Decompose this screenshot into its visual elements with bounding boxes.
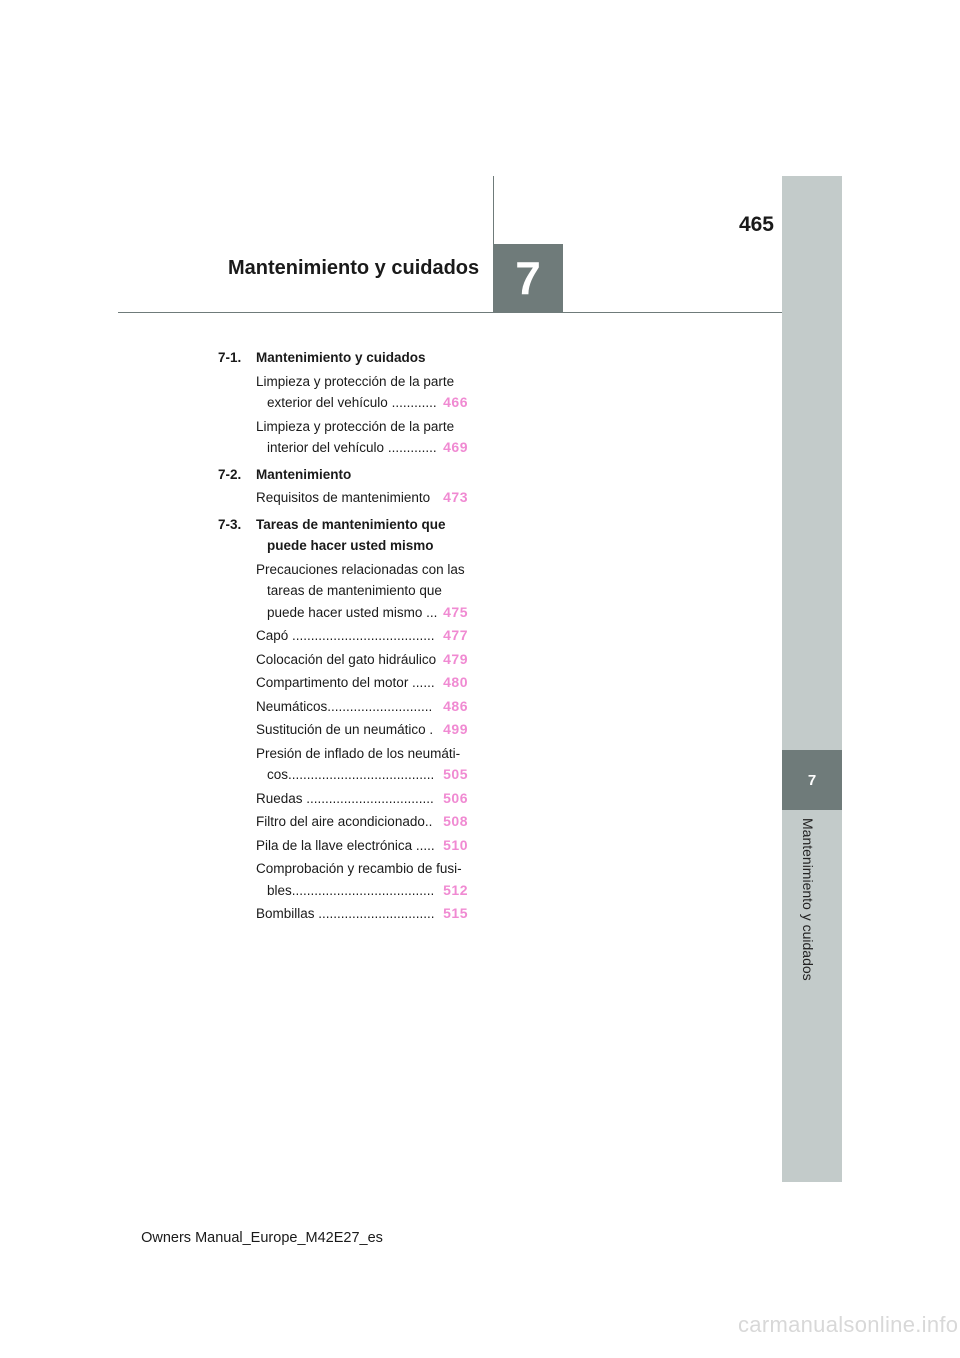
toc-entry[interactable] [256, 416, 468, 459]
toc-page-link[interactable]: 475 [443, 603, 468, 620]
toc-entry-text: puede hacer usted mismo ... [267, 604, 438, 620]
toc-section-heading [218, 464, 468, 486]
toc-entry[interactable] [256, 625, 468, 647]
toc-entry-text: Sustitución de un neumático . [256, 722, 434, 737]
toc-entry[interactable] [256, 811, 468, 833]
toc-page-link[interactable]: 505 [443, 766, 468, 782]
toc-entry-text: Filtro del aire acondicionado.. [256, 814, 433, 829]
toc-entry-text: Compartimento del motor ...... [256, 675, 435, 690]
toc-entry[interactable] [256, 487, 468, 509]
toc-entry-text: Colocación del gato hidráulico [256, 651, 437, 667]
toc-entry[interactable] [256, 696, 468, 718]
toc-section-title: puede hacer usted mismo [267, 538, 434, 553]
toc-section-title: Mantenimiento y cuidados [256, 350, 426, 365]
toc-page-link[interactable]: 486 [443, 697, 468, 714]
toc-entry-text: Precauciones relacionadas con las [256, 561, 465, 577]
toc-section-number: 7-3. [218, 516, 242, 532]
toc-entry[interactable] [256, 835, 468, 857]
toc-entry[interactable] [256, 858, 468, 901]
toc-section-heading [218, 347, 468, 369]
header-vertical-rule [493, 176, 494, 244]
toc-entry-text: exterior del vehículo ............ [267, 395, 437, 410]
toc-entry[interactable] [256, 672, 468, 694]
toc-entry[interactable] [256, 719, 468, 741]
toc-entry[interactable] [256, 371, 468, 414]
side-tab [782, 176, 842, 1182]
toc-page-link[interactable]: 508 [443, 813, 468, 829]
toc-page-link[interactable]: 466 [443, 394, 468, 410]
toc-page-link[interactable]: 473 [443, 489, 468, 505]
toc-section-heading [218, 514, 468, 557]
toc-page-link[interactable]: 480 [443, 674, 468, 690]
toc-section-title: Tareas de mantenimiento que [256, 516, 446, 532]
toc-entry-text: Limpieza y protección de la parte [256, 373, 455, 389]
toc-entry-text: Capó ...................................... [256, 628, 435, 643]
toc-page-link[interactable]: 477 [443, 627, 468, 643]
toc-entry-text: Requisitos de mantenimiento [256, 490, 431, 505]
toc-entry-text: cos....................................... [267, 767, 435, 782]
toc-entry-text: Presión de inflado de los neumáti- [256, 745, 461, 761]
toc-page-link[interactable]: 499 [443, 721, 468, 737]
toc-entry-text: interior del vehículo ............. [267, 440, 437, 455]
toc-entry-text: tareas de mantenimiento que [267, 583, 442, 598]
toc-entry-text: Pila de la llave electrónica ..... [256, 837, 435, 853]
toc-page-link[interactable]: 515 [443, 905, 468, 921]
watermark: carmanualsonline.info [738, 1312, 959, 1337]
toc-entry-text: bles...................................... [267, 882, 435, 898]
side-tab-label: Mantenimiento y cuidados [800, 818, 816, 981]
toc-entry-text: Limpieza y protección de la parte [256, 418, 455, 434]
toc-entry-text: Ruedas .................................. [256, 790, 434, 806]
toc-page-link[interactable]: 512 [443, 881, 468, 898]
toc-section-number: 7-1. [218, 350, 242, 365]
page-number: 465 [738, 213, 774, 236]
toc-page-link[interactable]: 469 [443, 439, 468, 455]
toc-section-number: 7-2. [218, 466, 242, 482]
chapter-number-box: 7 [493, 244, 563, 312]
table-of-contents [218, 345, 468, 925]
side-tab-number: 7 [782, 750, 842, 810]
toc-entry[interactable] [256, 903, 468, 925]
toc-entry[interactable] [256, 559, 468, 624]
toc-entry[interactable] [256, 743, 468, 786]
toc-entry-text: Bombillas ............................... [256, 906, 435, 921]
footer-text: Owners Manual_Europe_M42E27_es [141, 1230, 383, 1246]
header-horizontal-rule [118, 312, 782, 313]
toc-page-link[interactable]: 510 [443, 836, 468, 853]
toc-page-link[interactable]: 479 [443, 650, 468, 667]
toc-entry-text: Comprobación y recambio de fusi- [256, 861, 462, 876]
toc-entry[interactable] [256, 649, 468, 671]
chapter-title: Mantenimiento y cuidados [228, 257, 480, 279]
toc-entry[interactable] [256, 788, 468, 810]
toc-page-link[interactable]: 506 [443, 789, 468, 806]
toc-entry-text: Neumáticos............................ [256, 698, 433, 714]
toc-section-title: Mantenimiento [256, 466, 352, 482]
